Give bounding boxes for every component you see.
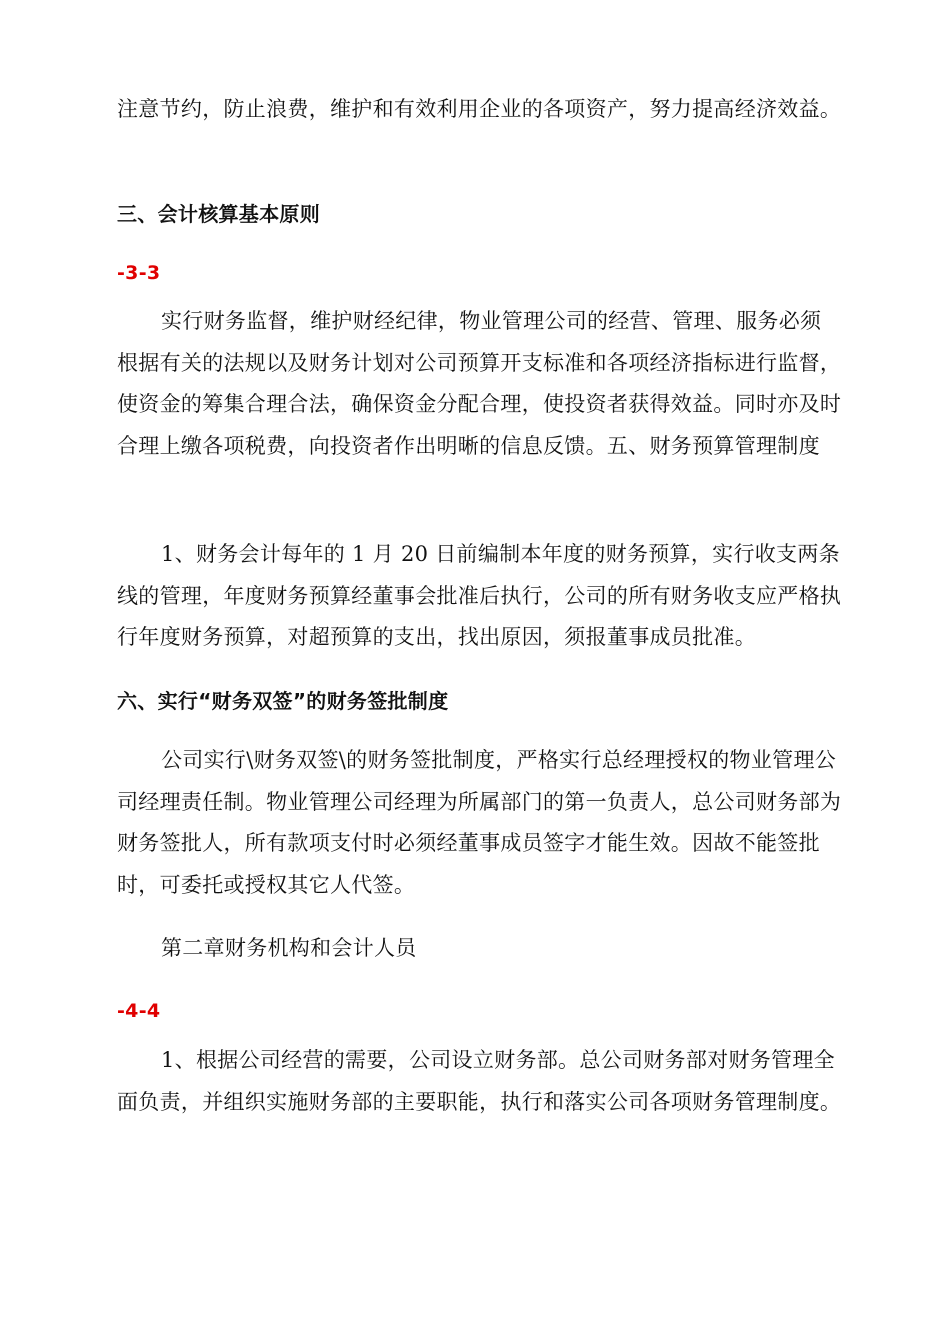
page-marker-4: -4-4 xyxy=(117,1000,161,1022)
paragraph-dual-signature: 公司实行\财务双签\的财务签批制度，严格实行总经理授权的物业管理公司经理责任制。物业管理公司经理为所属部门的第一负责人，总公司财务部为财务签批人，所有款项支付时必须经董事成员签字才能生效。因故不能签批时，可委托或授权其它人代签。 xyxy=(117,748,842,897)
chapter-title-finance-staff: 第二章财务机构和会计人员 xyxy=(161,936,417,960)
paragraph-financial-supervision: 实行财务监督，维护财经纪律，物业管理公司的经营、管理、服务必须根据有关的法规以及财务计划对公司预算开支标准和各项经济指标进行监督，使资金的筹集合理合法，确保资金分配合理，使投资者获得效益。同时亦及时合理上缴各项税费，向投资者作出明晰的信息反馈。五、财务预算管理制度 xyxy=(117,309,842,458)
heading-dual-signature: 六、实行“财务双签”的财务签批制度 xyxy=(117,689,449,713)
paragraph-finance-department: 1、根据公司经营的需要，公司设立财务部。总公司财务部对财务管理全面负责，并组织实施财务部的主要职能，执行和落实公司各项财务管理制度。 xyxy=(117,1048,842,1114)
heading-accounting-principles: 三、会计核算基本原则 xyxy=(117,202,320,226)
page-marker-3: -3-3 xyxy=(117,262,161,284)
paragraph-intro: 注意节约，防止浪费，维护和有效利用企业的各项资产，努力提高经济效益。 xyxy=(117,97,842,121)
paragraph-budget-management: 1、财务会计每年的 1 月 20 日前编制本年度的财务预算，实行收支两条线的管理，年度财务预算经董事会批准后执行，公司的所有财务收支应严格执行年度财务预算，对超预算的支出，找出原因，须报董事成员批准。 xyxy=(117,542,842,649)
